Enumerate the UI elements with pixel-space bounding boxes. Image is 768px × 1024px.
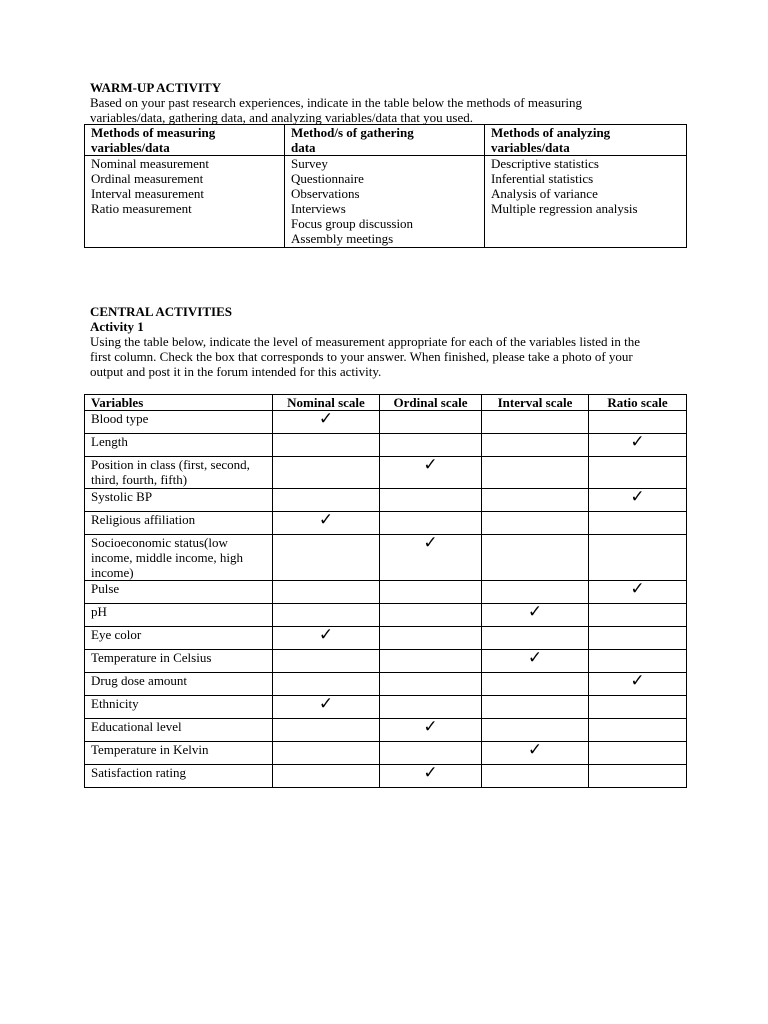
scale-checkbox-cell[interactable] xyxy=(589,627,687,650)
table-row xyxy=(85,411,687,434)
scale-checkbox-cell[interactable] xyxy=(380,719,482,742)
variable-cell: Blood type xyxy=(85,411,273,434)
check-mark-icon: ✓ xyxy=(318,510,334,530)
list-item: Nominal measurement xyxy=(91,156,210,171)
scale-checkbox-cell[interactable] xyxy=(380,650,482,673)
scale-checkbox-cell[interactable] xyxy=(589,742,687,765)
list-item: Interval measurement xyxy=(91,186,204,201)
header-line: variables/data xyxy=(91,140,170,155)
central-section xyxy=(90,304,690,379)
table-row xyxy=(85,696,687,719)
scale-checkbox-cell[interactable] xyxy=(589,411,687,434)
warmup-body-row xyxy=(85,156,687,248)
scale-checkbox-cell[interactable] xyxy=(273,696,380,719)
table-row xyxy=(85,535,687,581)
list-item: Ratio measurement xyxy=(91,201,192,216)
warmup-header-analyzing xyxy=(485,125,687,156)
scale-checkbox-cell[interactable] xyxy=(273,765,380,788)
scale-checkbox-cell[interactable] xyxy=(273,535,380,581)
scale-checkbox-cell[interactable] xyxy=(380,489,482,512)
scale-checkbox-cell[interactable] xyxy=(273,489,380,512)
scale-checkbox-cell[interactable] xyxy=(273,719,380,742)
scale-checkbox-cell[interactable] xyxy=(273,512,380,535)
check-mark-icon: ✓ xyxy=(423,455,438,475)
variable-cell: Temperature in Kelvin xyxy=(85,742,273,765)
scale-checkbox-cell[interactable] xyxy=(482,535,589,581)
list-item: Survey xyxy=(291,156,328,171)
scale-checkbox-cell[interactable] xyxy=(482,673,589,696)
header-line: Methods of measuring xyxy=(91,125,216,140)
variable-cell: Systolic BP xyxy=(85,489,273,512)
scale-checkbox-cell[interactable] xyxy=(380,411,482,434)
warmup-table xyxy=(84,124,687,248)
scale-checkbox-cell[interactable] xyxy=(380,696,482,719)
check-mark-icon: ✓ xyxy=(423,533,438,553)
scale-checkbox-cell[interactable] xyxy=(589,696,687,719)
scale-checkbox-cell[interactable] xyxy=(589,604,687,627)
activity-table xyxy=(84,394,687,788)
scale-checkbox-cell[interactable] xyxy=(273,581,380,604)
warmup-instructions: Based on your past research experiences, indicate in the table below the methods of measuring variables/data, gathering data, and analyzing variables/data that you used. xyxy=(90,95,583,125)
table-row xyxy=(85,457,687,489)
warmup-header-measuring xyxy=(85,125,285,156)
scale-checkbox-cell[interactable] xyxy=(380,627,482,650)
warmup-analyzing-cell xyxy=(485,156,687,248)
scale-checkbox-cell[interactable] xyxy=(589,434,687,457)
scale-checkbox-cell[interactable] xyxy=(589,765,687,788)
activity-title: Activity 1 xyxy=(90,319,144,334)
list-item: Focus group discussion xyxy=(291,216,414,231)
variable-cell: Eye color xyxy=(85,627,273,650)
central-heading: CENTRAL ACTIVITIES xyxy=(90,304,232,319)
scale-checkbox-cell[interactable] xyxy=(589,673,687,696)
scale-checkbox-cell[interactable] xyxy=(273,627,380,650)
check-mark-icon: ✓ xyxy=(423,717,438,737)
warmup-heading: WARM-UP ACTIVITY xyxy=(90,80,222,95)
check-mark-icon: ✓ xyxy=(630,432,645,452)
scale-checkbox-cell[interactable] xyxy=(380,581,482,604)
check-mark-icon: ✓ xyxy=(318,625,334,645)
variable-cell: Position in class (first, second, third, fourth, fifth) xyxy=(85,457,273,489)
scale-checkbox-cell[interactable] xyxy=(482,627,589,650)
scale-checkbox-cell[interactable] xyxy=(482,604,589,627)
scale-checkbox-cell[interactable] xyxy=(380,742,482,765)
scale-checkbox-cell[interactable] xyxy=(589,489,687,512)
check-mark-icon: ✓ xyxy=(318,694,334,714)
scale-checkbox-cell[interactable] xyxy=(482,457,589,489)
scale-checkbox-cell[interactable] xyxy=(482,434,589,457)
check-mark-icon: ✓ xyxy=(630,671,645,691)
scale-checkbox-cell[interactable] xyxy=(589,512,687,535)
list-item: Ordinal measurement xyxy=(91,171,204,186)
check-mark-icon: ✓ xyxy=(630,579,645,599)
table-row xyxy=(85,742,687,765)
list-item: Inferential statistics xyxy=(491,171,594,186)
variable-cell: Socioeconomic status(low income, middle income, high income) xyxy=(85,535,273,581)
check-mark-icon: ✓ xyxy=(423,763,438,783)
scale-checkbox-cell[interactable] xyxy=(273,650,380,673)
scale-checkbox-cell[interactable] xyxy=(589,650,687,673)
list-item: Assembly meetings xyxy=(291,231,394,246)
header-interval: Interval scale xyxy=(482,395,589,411)
variable-cell: Religious affiliation xyxy=(85,512,273,535)
warmup-header-row xyxy=(85,125,687,156)
scale-checkbox-cell[interactable] xyxy=(482,696,589,719)
table-row xyxy=(85,627,687,650)
scale-checkbox-cell[interactable] xyxy=(380,512,482,535)
header-ordinal: Ordinal scale xyxy=(380,395,482,411)
table-row xyxy=(85,434,687,457)
warmup-gathering-cell xyxy=(285,156,485,248)
check-mark-icon: ✓ xyxy=(630,487,645,507)
scale-checkbox-cell[interactable] xyxy=(482,765,589,788)
scale-checkbox-cell[interactable] xyxy=(589,535,687,581)
variable-cell: Temperature in Celsius xyxy=(85,650,273,673)
scale-checkbox-cell[interactable] xyxy=(482,512,589,535)
header-line: Methods of analyzing xyxy=(491,125,611,140)
scale-checkbox-cell[interactable] xyxy=(482,719,589,742)
check-mark-icon: ✓ xyxy=(527,648,543,668)
header-line: variables/data xyxy=(491,140,570,155)
scale-checkbox-cell[interactable] xyxy=(482,650,589,673)
table-row xyxy=(85,581,687,604)
scale-checkbox-cell[interactable] xyxy=(380,457,482,489)
scale-checkbox-cell[interactable] xyxy=(380,604,482,627)
check-mark-icon: ✓ xyxy=(318,409,334,429)
list-item: Analysis of variance xyxy=(491,186,598,201)
scale-checkbox-cell[interactable] xyxy=(589,457,687,489)
warmup-measuring-cell xyxy=(85,156,285,248)
list-item: Questionnaire xyxy=(291,171,364,186)
warmup-header-gathering xyxy=(285,125,485,156)
list-item: Descriptive statistics xyxy=(491,156,599,171)
scale-checkbox-cell[interactable] xyxy=(482,489,589,512)
list-item: Interviews xyxy=(291,201,346,216)
scale-checkbox-cell[interactable] xyxy=(482,411,589,434)
scale-checkbox-cell[interactable] xyxy=(273,457,380,489)
table-row xyxy=(85,650,687,673)
header-line: Method/s of gathering xyxy=(291,125,414,140)
scale-checkbox-cell[interactable] xyxy=(482,581,589,604)
scale-checkbox-cell[interactable] xyxy=(273,604,380,627)
variable-cell: Drug dose amount xyxy=(85,673,273,696)
scale-checkbox-cell[interactable] xyxy=(273,673,380,696)
header-ratio: Ratio scale xyxy=(589,395,687,411)
list-item: Observations xyxy=(291,186,360,201)
warmup-section xyxy=(90,80,690,125)
table-row xyxy=(85,673,687,696)
scale-checkbox-cell[interactable] xyxy=(482,742,589,765)
activity-header-row xyxy=(85,395,687,411)
scale-checkbox-cell[interactable] xyxy=(273,411,380,434)
table-row xyxy=(85,765,687,788)
table-row xyxy=(85,489,687,512)
variable-cell: Length xyxy=(85,434,273,457)
activity-table-body xyxy=(85,411,687,788)
scale-checkbox-cell[interactable] xyxy=(380,673,482,696)
scale-checkbox-cell[interactable] xyxy=(273,742,380,765)
scale-checkbox-cell[interactable] xyxy=(589,581,687,604)
scale-checkbox-cell[interactable] xyxy=(380,765,482,788)
list-item: Multiple regression analysis xyxy=(491,201,638,216)
table-row xyxy=(85,604,687,627)
variable-cell: Pulse xyxy=(85,581,273,604)
table-row xyxy=(85,512,687,535)
scale-checkbox-cell[interactable] xyxy=(589,719,687,742)
variable-cell: Ethnicity xyxy=(85,696,273,719)
scale-checkbox-cell[interactable] xyxy=(380,535,482,581)
header-nominal: Nominal scale xyxy=(273,395,380,411)
check-mark-icon: ✓ xyxy=(527,740,543,760)
scale-checkbox-cell[interactable] xyxy=(380,434,482,457)
header-variables: Variables xyxy=(85,395,273,411)
variable-cell: Educational level xyxy=(85,719,273,742)
header-line: data xyxy=(291,140,316,155)
check-mark-icon: ✓ xyxy=(527,602,543,622)
variable-cell: Satisfaction rating xyxy=(85,765,273,788)
table-row xyxy=(85,719,687,742)
scale-checkbox-cell[interactable] xyxy=(273,434,380,457)
variable-cell: pH xyxy=(85,604,273,627)
activity-instructions: Using the table below, indicate the level of measurement appropriate for each of the variables listed in the first column. Check the box that corresponds to your answer. When finished, please take a photo of your output and post it in the forum intended for this activity. xyxy=(90,334,641,379)
